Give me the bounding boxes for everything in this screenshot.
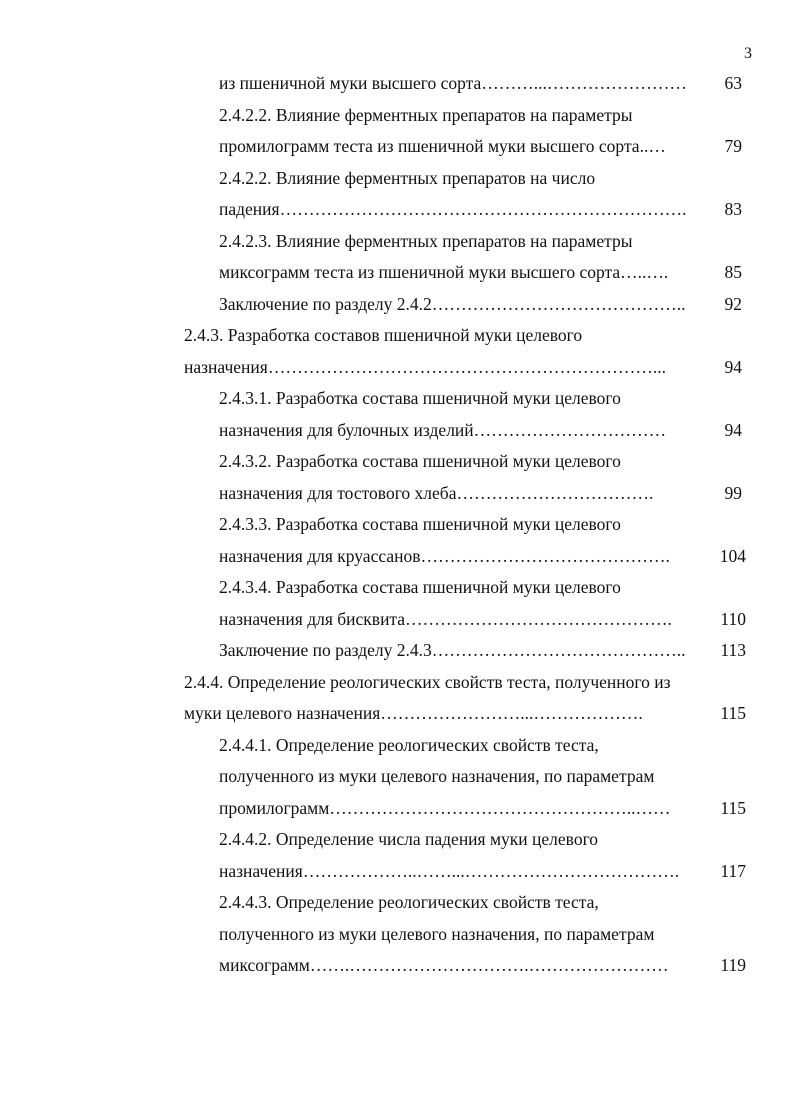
toc-line: 2.4.4.2. Определение числа падения муки целевого: [219, 829, 599, 849]
toc-line: 2.4.4. Определение реологических свойств теста, полученного из: [184, 672, 671, 692]
toc-line: 2.4.3. Разработка составов пшеничной муки целевого: [184, 325, 583, 345]
toc-line: падения…………………………………………………………….: [219, 199, 687, 219]
toc-line: 2.4.4.1. Определение реологических свойств теста,: [219, 735, 599, 755]
toc-line: назначения………………..……...……………………………….: [219, 861, 680, 881]
toc-line: промилограмм……………………………………………..……: [219, 798, 671, 818]
toc-line: промилограмм теста из пшеничной муки высшего сорта..…: [219, 136, 666, 156]
toc-line: Заключение по разделу 2.4.3……………………………………..: [219, 640, 686, 660]
toc-page-number: 104: [719, 546, 746, 566]
toc-line: 2.4.4.3. Определение реологических свойств теста,: [219, 892, 599, 912]
toc-page-number: 92: [724, 294, 742, 314]
toc-line: 2.4.2.3. Влияние ферментных препаратов на параметры: [219, 231, 633, 251]
toc-line: назначения для круассанов…………………………………….: [219, 546, 670, 566]
toc-line: миксограмм теста из пшеничной муки высшего сорта…..….: [219, 262, 669, 282]
toc-line: полученного из муки целевого назначения, по параметрам: [219, 924, 655, 944]
toc-line: 2.4.3.1. Разработка состава пшеничной муки целевого: [219, 388, 621, 408]
toc-page-number: 115: [720, 703, 746, 723]
toc-page-number: 79: [724, 136, 742, 156]
toc-page-number: 94: [724, 357, 742, 377]
toc-page-number: 83: [724, 199, 742, 219]
toc-page-number: 117: [720, 861, 746, 881]
toc-line: из пшеничной муки высшего сорта………...……………………: [219, 73, 687, 93]
toc-line: полученного из муки целевого назначения, по параметрам: [219, 766, 655, 786]
toc-page-number: 110: [720, 609, 746, 629]
toc-line: Заключение по разделу 2.4.2……………………………………..: [219, 294, 686, 314]
toc-line: 2.4.2.2. Влияние ферментных препаратов на число: [219, 168, 596, 188]
toc-page-number: 115: [720, 798, 746, 818]
toc-line: миксограмм…….………………………….……………………: [219, 955, 669, 975]
toc-page-number: 119: [720, 955, 746, 975]
toc-line: назначения для бисквита……………………………………….: [219, 609, 672, 629]
toc-line: 2.4.3.2. Разработка состава пшеничной муки целевого: [219, 451, 621, 471]
toc-line: 2.4.3.3. Разработка состава пшеничной муки целевого: [219, 514, 621, 534]
toc-page-number: 99: [724, 483, 742, 503]
toc-page-number: 113: [720, 640, 746, 660]
toc-page-number: 85: [724, 262, 742, 282]
toc-line: назначения для тостового хлеба…………………………….: [219, 483, 654, 503]
toc-line: муки целевого назначения……………………...……………….: [184, 703, 643, 723]
toc-line: назначения…………………………………………………………...: [184, 357, 666, 377]
toc-page-number: 63: [724, 73, 742, 93]
toc-line: 2.4.2.2. Влияние ферментных препаратов на параметры: [219, 105, 633, 125]
page-number: 3: [744, 45, 752, 62]
toc-line: назначения для булочных изделий……………………………: [219, 420, 667, 440]
toc-page-number: 94: [724, 420, 742, 440]
toc-line: 2.4.3.4. Разработка состава пшеничной муки целевого: [219, 577, 621, 597]
